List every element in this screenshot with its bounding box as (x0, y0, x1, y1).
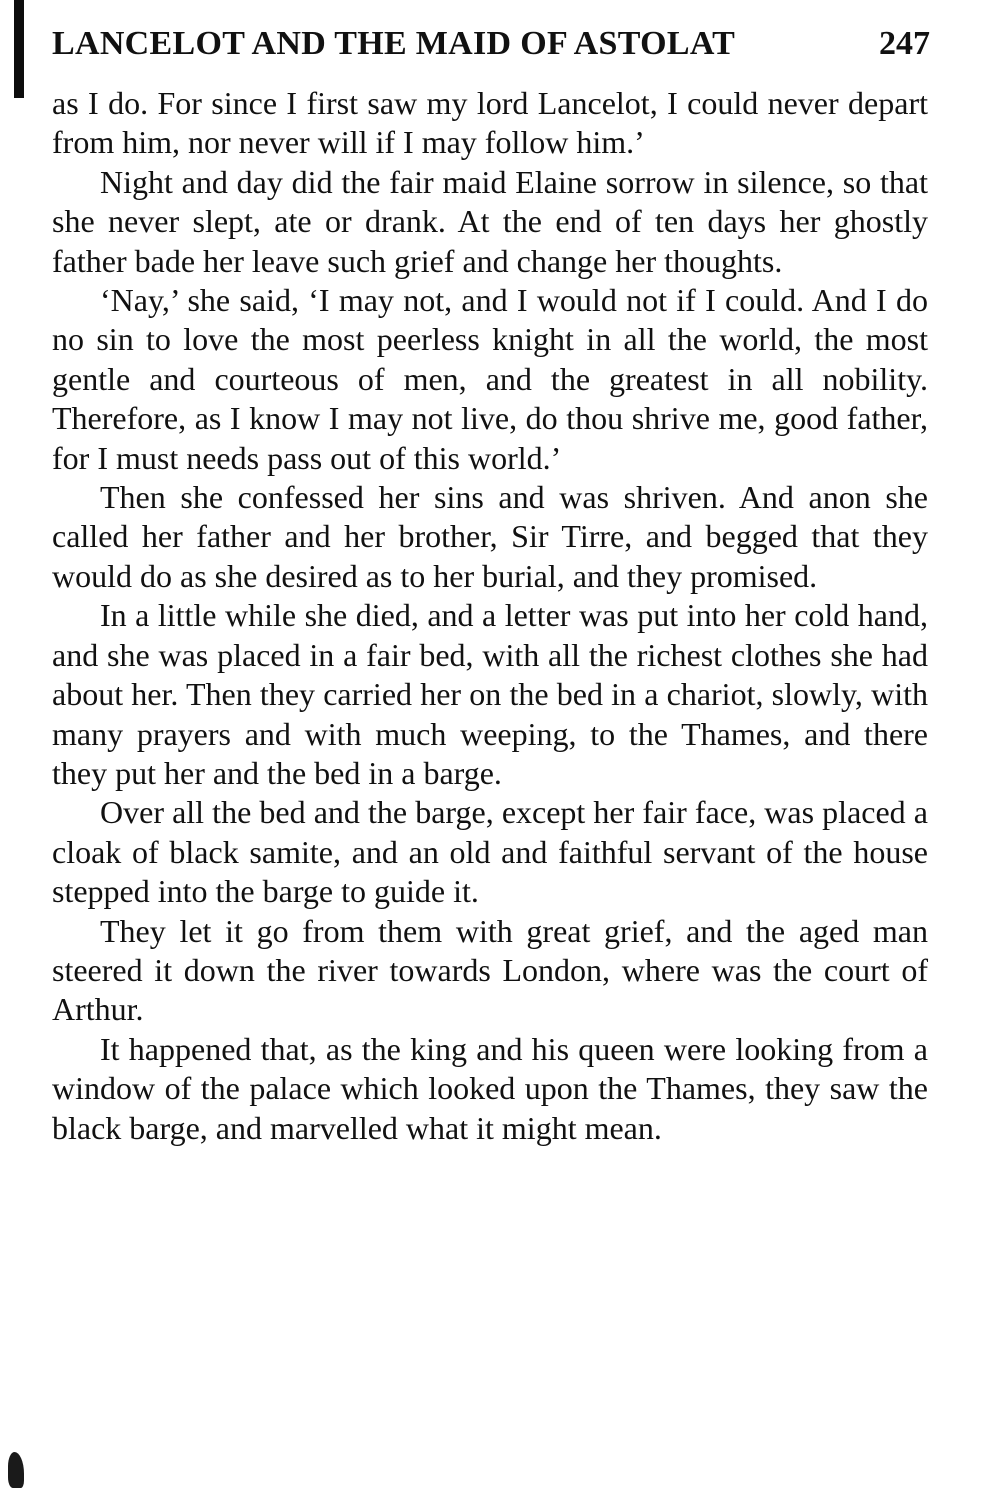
page-number: 247 (879, 25, 930, 62)
ink-blot (8, 1452, 24, 1488)
running-title: LANCELOT AND THE MAID OF ASTOLAT (52, 25, 736, 62)
paragraph: ‘Nay,’ she said, ‘I may not, and I would not if I could. And I do no sin to love the most peerless knight in all the world, the most gentle and courteous of men, and the greatest in all nobility. Therefore, as I know I may not live, do thou shrive me, good father, for I must needs pass out of this world.’ (52, 282, 928, 476)
paragraph-continued: as I do. For since I first saw my lord Lancelot, I could never depart from him, nor never will if I may follow him.’ (52, 85, 928, 161)
body-text (52, 84, 928, 1148)
paragraph: Then she confessed her sins and was shriven. And anon she called her father and her brother, Sir Tirre, and begged that they would do as she desired as to her burial, and they promised. (52, 479, 928, 594)
page-header (52, 22, 930, 66)
paragraph: Over all the bed and the barge, except her fair face, was placed a cloak of black samite, and an old and faithful servant of the house stepped into the barge to guide it. (52, 794, 928, 910)
paragraph: Night and day did the fair maid Elaine sorrow in silence, so that she never slept, ate or drank. At the end of ten days her ghostly father bade her leave such grief and change her thoughts. (52, 163, 928, 279)
binding-shadow (14, 0, 24, 98)
paragraph: They let it go from them with great grief, and the aged man steered it down the river towards London, where was the court of Arthur. (52, 912, 928, 1028)
paragraph: It happened that, as the king and his queen were looking from a window of the palace which looked upon the Thames, they saw the black barge, and marvelled what it might mean. (52, 1030, 928, 1146)
paragraph: In a little while she died, and a letter was put into her cold hand, and she was placed in a fair bed, with all the richest clothes she had about her. Then they carried her on the bed in a chariot, slowly, with many prayers and with much weeping, to the Thames, and there they put her and the bed in a barge. (52, 597, 928, 791)
